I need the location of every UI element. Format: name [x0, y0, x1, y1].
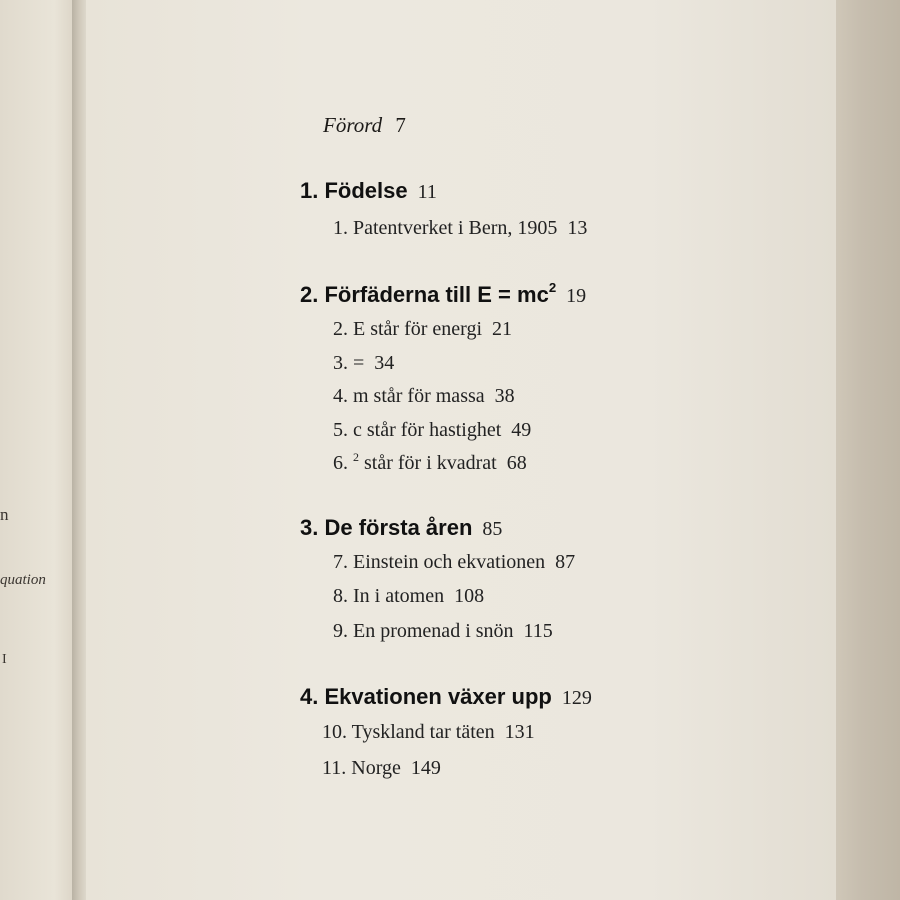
- foreword-label: Förord: [323, 113, 383, 137]
- left-page-fragment: n: [0, 505, 9, 524]
- chapter-title: 1. Patentverket i Bern, 1905: [333, 217, 558, 239]
- chapter-page: 131: [504, 721, 535, 743]
- chapter-title: 3. =: [333, 352, 365, 374]
- chapter-entry: [333, 585, 484, 608]
- chapter-page: 34: [374, 352, 395, 374]
- chapter-title: står för i kvadrat: [364, 452, 497, 474]
- chapter-title: 9. En promenad i snön: [333, 620, 514, 642]
- chapter-entry: [333, 385, 515, 408]
- chapter-page: 87: [555, 551, 576, 573]
- chapter-entry: [322, 757, 441, 780]
- chapter-title: 5. c står för hastighet: [333, 419, 502, 441]
- chapter-entry: [333, 352, 394, 375]
- part-title: 3. De första åren: [300, 515, 473, 540]
- chapter-page: 108: [454, 585, 485, 607]
- chapter-entry: [333, 318, 512, 341]
- part-page: 85: [482, 518, 503, 540]
- part-title: 4. Ekvationen växer upp: [300, 684, 552, 709]
- part-title: 2. Förfäderna till E = mc: [300, 282, 549, 307]
- chapter-entry: [333, 551, 575, 574]
- chapter-entry: [333, 217, 587, 240]
- chapter-title: 11. Norge: [322, 757, 401, 779]
- part-title-superscript: 2: [548, 280, 557, 295]
- chapter-title: 8. In i atomen: [333, 585, 445, 607]
- chapter-entry: [322, 721, 535, 744]
- left-page-fragment: I: [2, 652, 7, 667]
- part-page: 11: [417, 181, 437, 203]
- part-heading: [300, 515, 502, 541]
- chapter-entry: [333, 419, 531, 442]
- left-page-fragment: quation: [0, 572, 46, 588]
- chapter-number: 6.: [333, 452, 348, 474]
- chapter-page: 21: [492, 318, 513, 340]
- chapter-page: 38: [494, 385, 515, 407]
- chapter-page: 149: [410, 757, 441, 779]
- chapter-page: 68: [506, 452, 527, 474]
- part-heading: [300, 178, 437, 204]
- chapter-superscript: 2: [353, 450, 359, 464]
- part-heading: [300, 684, 592, 710]
- chapter-title: 10. Tyskland tar täten: [322, 721, 495, 743]
- part-title: 1. Födelse: [300, 178, 408, 203]
- chapter-title: 2. E står för energi: [333, 318, 483, 340]
- chapter-page: 13: [567, 217, 588, 239]
- chapter-page: 115: [523, 620, 553, 642]
- foreword-page: 7: [395, 113, 406, 137]
- foreword-entry: [323, 113, 406, 138]
- part-page: 129: [561, 687, 592, 709]
- part-page: 19: [566, 285, 587, 307]
- chapter-entry: [333, 620, 553, 643]
- chapter-title: 4. m står för massa: [333, 385, 485, 407]
- chapter-page: 49: [511, 419, 532, 441]
- part-heading: [300, 282, 586, 308]
- chapter-entry: [333, 452, 527, 475]
- chapter-title: 7. Einstein och ekvationen: [333, 551, 546, 573]
